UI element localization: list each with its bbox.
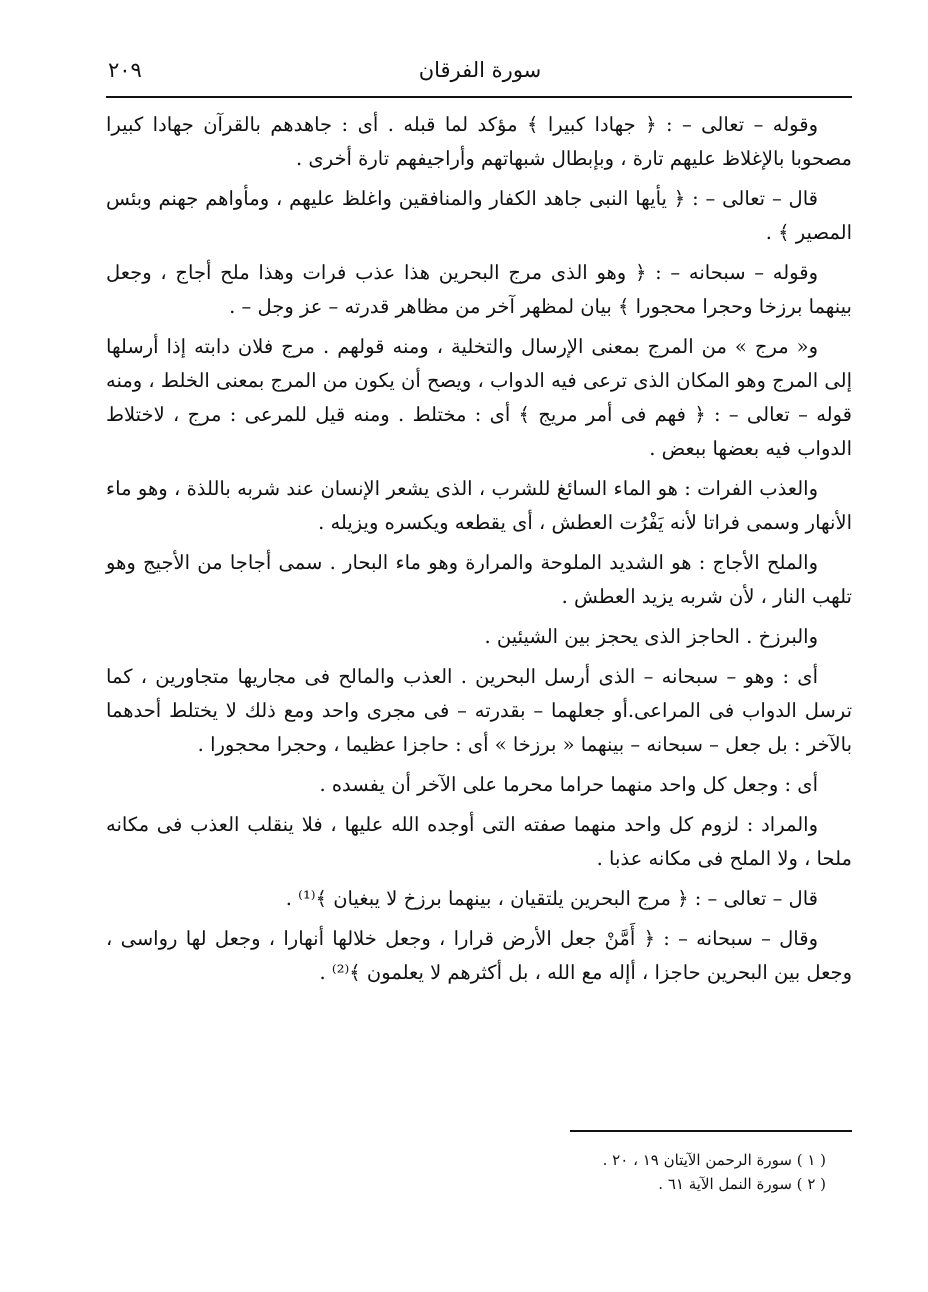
paragraph: وقال – سبحانه – : ﴿ أَمَّنْ جعل الأرض قرارا ، وجعل خلالها أنهارا ، وجعل لها رواسى ، وجعل بين البحرين حاجزا ، أإله مع الله ، بل أكثرهم لا يعلمون ﴾⁽²⁾ . — [106, 927, 852, 984]
footnote: ( ١ ) سورة الرحمن الآيتان ١٩ ، ٢٠ . — [602, 1151, 826, 1169]
page-number: ٢٠٩ — [108, 58, 142, 82]
page-body — [106, 108, 852, 996]
paragraph: والمراد : لزوم كل واحد منهما صفته التى أوجده الله عليها ، فلا ينقلب العذب فى مكانه ملحا ، ولا الملح فى مكانه عذبا . — [106, 813, 852, 870]
paragraph: وقوله – سبحانه – : ﴿ وهو الذى مرج البحرين هذا عذب فرات وهذا ملح أجاج ، وجعل بينهما برزخا وحجرا محجورا ﴾ بيان لمظهر آخر من مظاهر قدرته – عز وجل – . — [106, 261, 852, 318]
paragraph: وقوله – تعالى – : ﴿ جهادا كبيرا ﴾ مؤكد لما قبله . أى : جاهدهم بالقرآن جهادا كبيرا مصحوبا بالإغلاظ عليهم تارة ، وبإبطال شبهاتهم وأراجيفهم تارة أخرى . — [106, 113, 852, 170]
paragraph: و« مرج » من المرج بمعنى الإرسال والتخلية ، ومنه قولهم . مرج فلان دابته إذا أرسلها إلى المرج وهو المكان الذى ترعى فيه الدواب ، ويصح أن يكون من المرج بمعنى الخلط ، ومنه قوله – تعالى – : ﴿ فهم فى أمر مريج ﴾ أى : مختلط . ومنه قيل للمرعى : مرج ، لاختلاط الدواب فيه بعضها ببعض . — [106, 335, 852, 460]
paragraph: والعذب الفرات : هو الماء السائغ للشرب ، الذى يشعر الإنسان عند شربه باللذة ، وهو ماء الأنهار وسمى فراتا لأنه يَفْرُت العطش ، أى يقطعه ويكسره ويزيله . — [106, 477, 852, 534]
paragraph: أى : وهو – سبحانه – الذى أرسل البحرين . العذب والمالح فى مجاريها متجاورين ، كما ترسل الدواب فى المراعى.أو جعلهما – بقدرته – فى مجرى واحد ومع ذلك لا يختلط أحدهما بالآخر : بل جعل – سبحانه – بينهما « برزخا » أى : حاجزا عظيما ، وحجرا محجورا . — [106, 665, 852, 756]
header-divider — [106, 96, 852, 98]
paragraph: أى : وجعل كل واحد منهما حراما محرما على الآخر أن يفسده . — [319, 773, 818, 796]
footnote: ( ٢ ) سورة النمل الآية ٦١ . — [658, 1175, 826, 1193]
paragraph: قال – تعالى – : ﴿ يأيها النبى جاهد الكفار والمنافقين واغلظ عليهم ، ومأواهم جهنم وبئس المصير ﴾ . — [106, 187, 852, 244]
surah-title: سورة الفرقان — [418, 58, 542, 82]
footnote-divider — [570, 1130, 852, 1132]
footnotes — [106, 1148, 826, 1196]
paragraph: قال – تعالى – : ﴿ مرج البحرين يلتقيان ، بينهما برزخ لا يبغيان ﴾⁽¹⁾ . — [285, 887, 818, 910]
paragraph: والبرزخ . الحاجز الذى يحجز بين الشيئين . — [484, 625, 818, 648]
paragraph: والملح الأجاج : هو الشديد الملوحة والمرارة وهو ماء البحار . سمى أجاجا من الأجيج وهو تلهب النار ، لأن شربه يزيد العطش . — [106, 551, 852, 608]
page-header — [108, 52, 852, 92]
